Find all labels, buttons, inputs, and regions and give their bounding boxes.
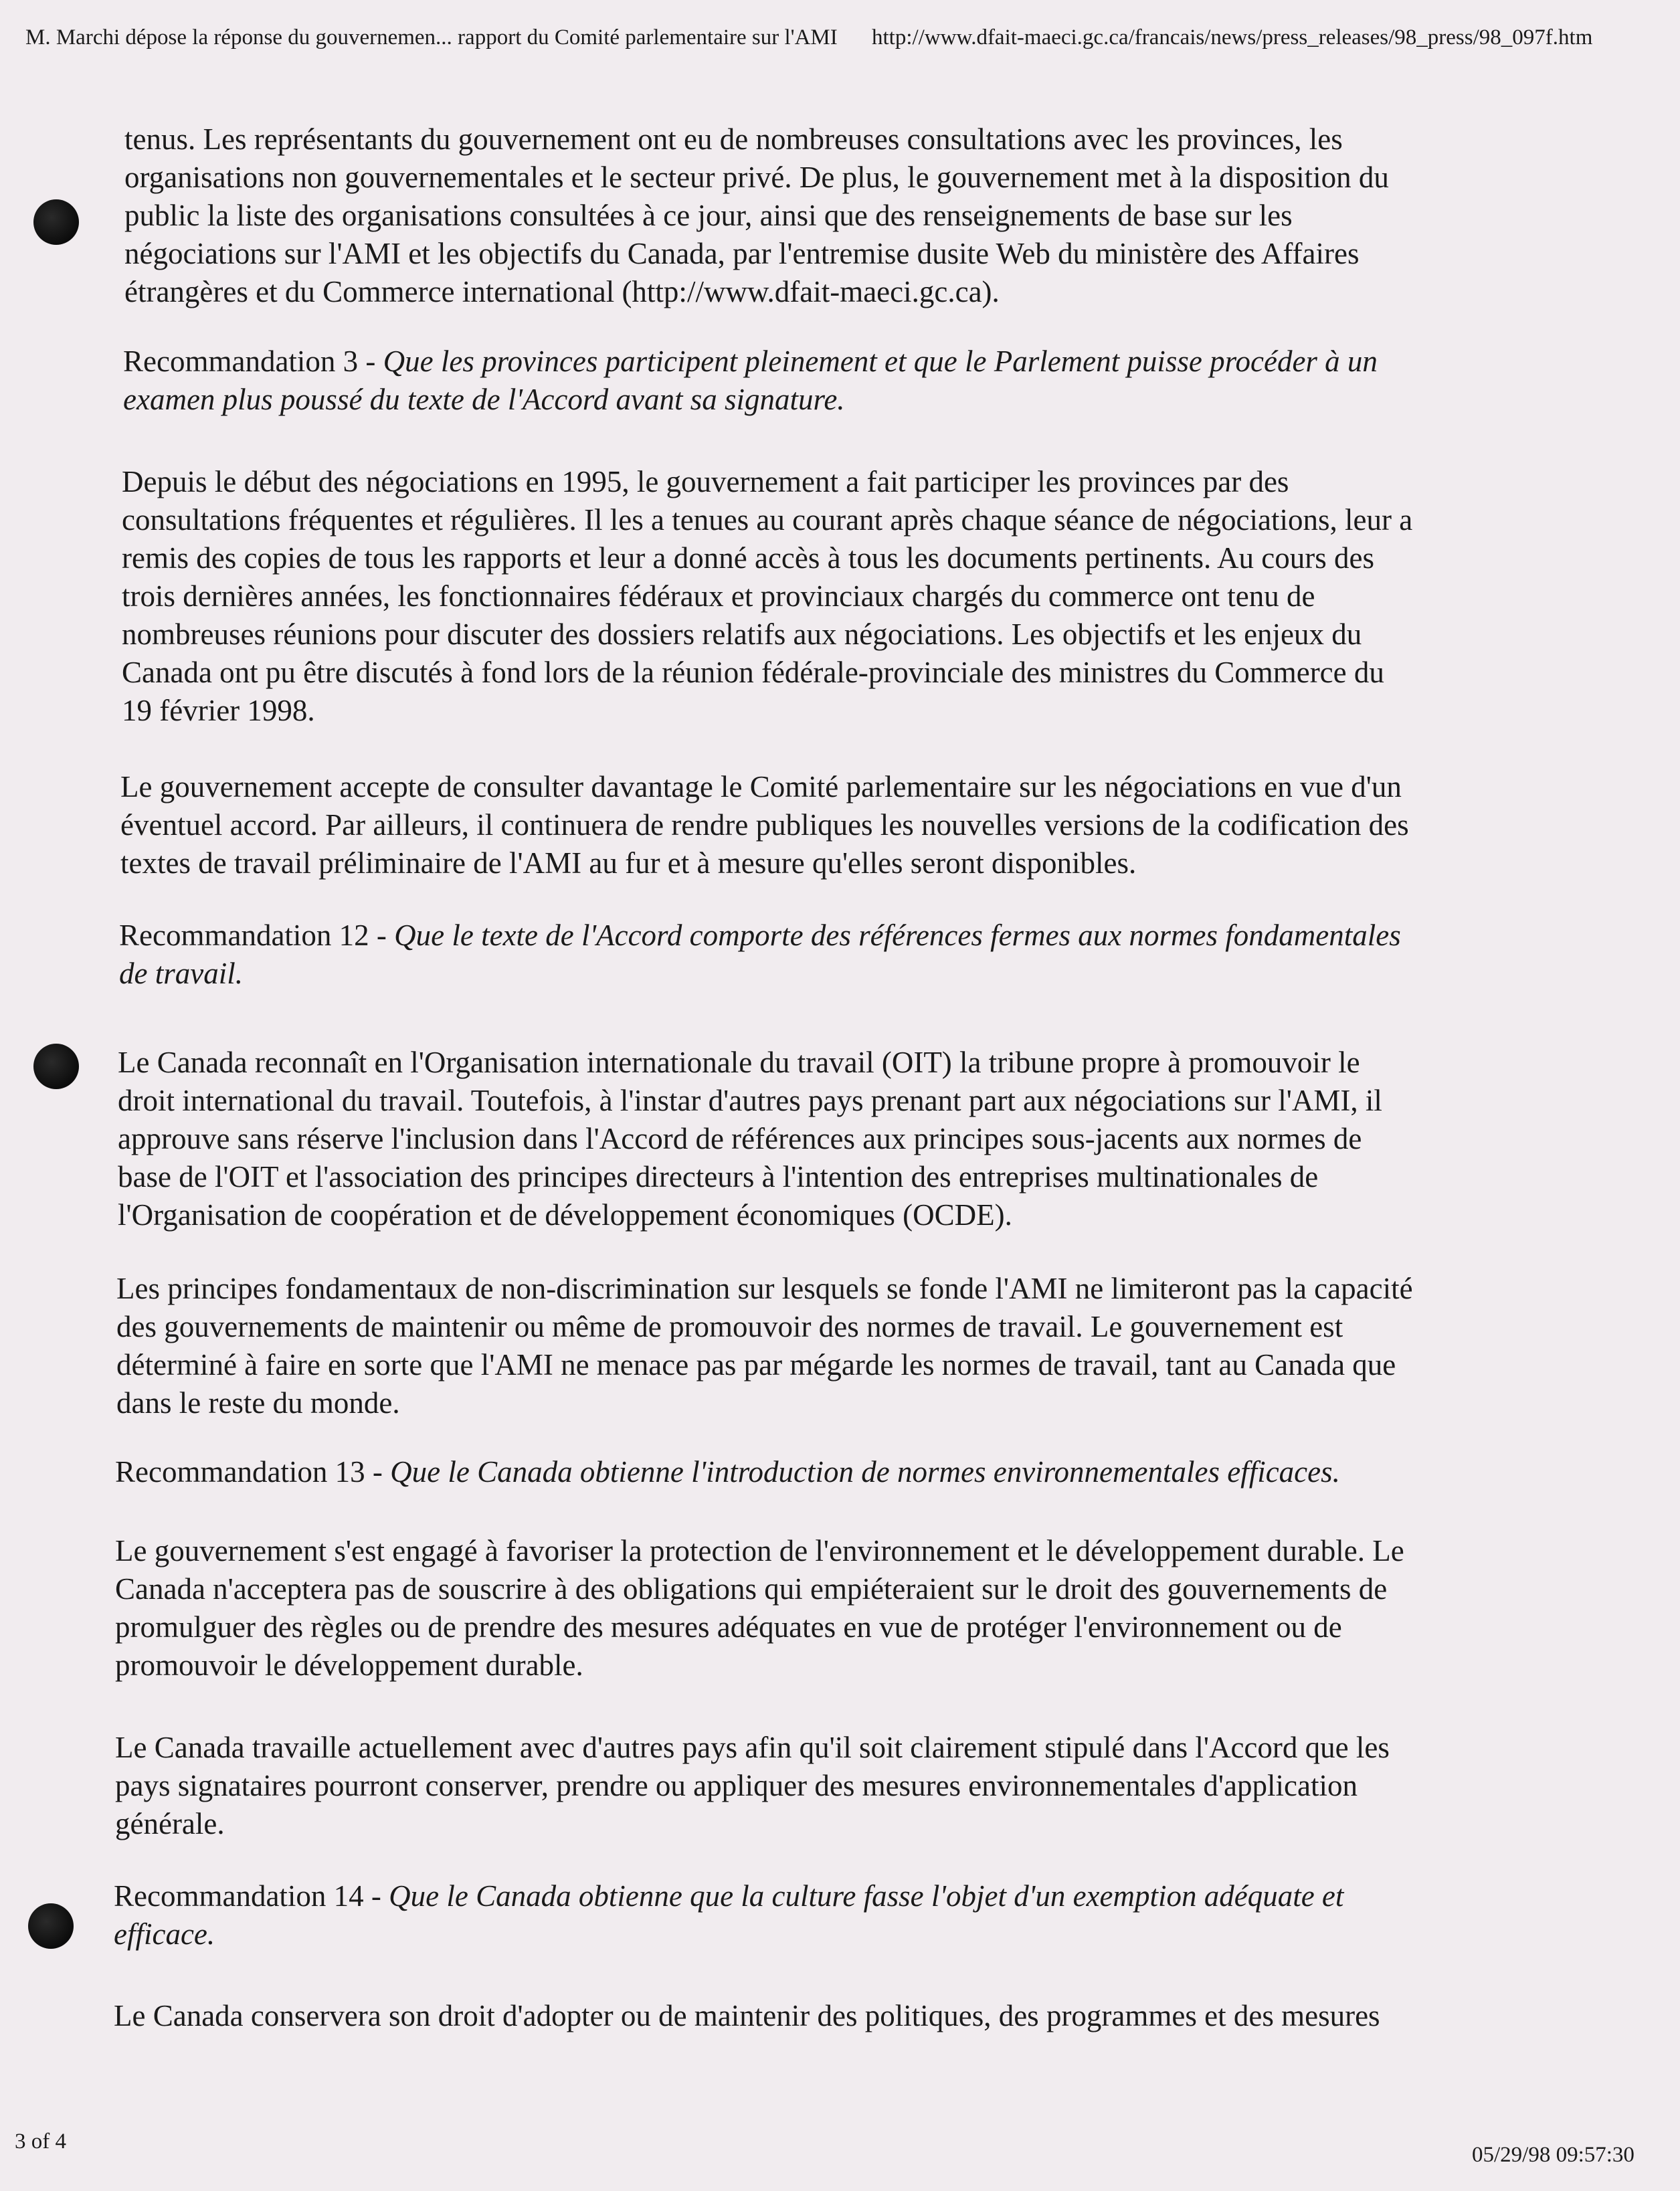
text-line: dans le reste du monde.	[116, 1386, 400, 1420]
recommendation-text: examen plus poussé du texte de l'Accord avant sa signature.	[123, 383, 845, 416]
text-line: négociations sur l'AMI et les objectifs du Canada, par l'entremise dusite Web du ministère des Affaires	[124, 237, 1360, 270]
recommendation-12	[119, 917, 1401, 993]
text-line: textes de travail préliminaire de l'AMI au fur et à mesure qu'elles seront disponibles.	[120, 846, 1137, 880]
text-line: promulguer des règles ou de prendre des mesures adéquates en vue de protéger l'environnement ou de	[115, 1610, 1342, 1644]
text-line: droit international du travail. Toutefois, à l'instar d'autres pays prenant part aux négociations sur l'AMI, il	[118, 1084, 1382, 1117]
text-line: nombreuses réunions pour discuter des dossiers relatifs aux négociations. Les objectifs et les enjeux du	[122, 617, 1362, 651]
text-line: trois dernières années, les fonctionnaires fédéraux et provinciaux chargés du commerce ont tenu de	[122, 579, 1315, 613]
text-line: 19 février 1998.	[122, 694, 315, 727]
recommendation-label: Recommandation 13 -	[115, 1455, 391, 1489]
text-line: public la liste des organisations consultées à ce jour, ainsi que des renseignements de base sur les	[124, 199, 1293, 232]
paragraph-oit	[118, 1044, 1382, 1234]
text-line: Canada n'acceptera pas de souscrire à des obligations qui empiéteraient sur le droit des gouvernements de	[115, 1572, 1388, 1606]
text-line: déterminé à faire en sorte que l'AMI ne menace pas par mégarde les normes de travail, tant au Canada que	[116, 1348, 1396, 1382]
page-number: 3 of 4	[15, 2129, 66, 2154]
paragraph-committee	[120, 768, 1409, 882]
recommendation-3	[123, 343, 1378, 419]
recommendation-label: Recommandation 12 -	[119, 919, 395, 952]
recommendation-14	[114, 1877, 1343, 1954]
text-line: Le Canada travaille actuellement avec d'autres pays afin qu'il soit clairement stipulé dans l'Accord que les	[115, 1731, 1390, 1764]
recommendation-13	[115, 1453, 1340, 1491]
page-header-url: http://www.dfait-maeci.gc.ca/francais/news/press_releases/98_press/98_097f.htm	[872, 25, 1593, 50]
punch-hole-top	[33, 199, 79, 245]
recommendation-label: Recommandation 14 -	[114, 1879, 389, 1913]
punch-hole-bottom	[28, 1903, 74, 1949]
text-line: pays signataires pourront conserver, prendre ou appliquer des mesures environnementales d'application	[115, 1769, 1358, 1802]
recommendation-text: Que le Canada obtienne l'introduction de normes environnementales efficaces.	[390, 1455, 1340, 1489]
text-line: approuve sans réserve l'inclusion dans l'Accord de références aux principes sous-jacents aux normes de	[118, 1122, 1362, 1155]
paragraph-principles	[116, 1270, 1413, 1422]
paragraph-culture	[114, 1997, 1380, 2035]
text-line: l'Organisation de coopération et de développement économiques (OCDE).	[118, 1198, 1012, 1232]
text-line: Le Canada conservera son droit d'adopter ou de maintenir des politiques, des programmes et des mesures	[114, 1999, 1380, 2032]
recommendation-label: Recommandation 3 -	[123, 345, 383, 378]
text-line: Le Canada reconnaît en l'Organisation internationale du travail (OIT) la tribune propre à promouvoir le	[118, 1046, 1360, 1079]
paragraph-signatories	[115, 1729, 1390, 1843]
text-line: base de l'OIT et l'association des principes directeurs à l'intention des entreprises multinationales de	[118, 1160, 1319, 1194]
text-line: Les principes fondamentaux de non-discrimination sur lesquels se fonde l'AMI ne limiteront pas la capacité	[116, 1272, 1413, 1305]
text-line: organisations non gouvernementales et le secteur privé. De plus, le gouvernement met à la disposition du	[124, 161, 1389, 194]
text-line: éventuel accord. Par ailleurs, il continuera de rendre publiques les nouvelles versions de la codification des	[120, 808, 1409, 842]
paragraph-provinces	[122, 463, 1412, 730]
text-line: tenus. Les représentants du gouvernement ont eu de nombreuses consultations avec les provinces, les	[124, 122, 1343, 156]
text-line: promouvoir le développement durable.	[115, 1648, 583, 1682]
punch-hole-middle	[33, 1044, 79, 1089]
paragraph-consultations	[124, 120, 1389, 311]
text-line: Le gouvernement s'est engagé à favoriser la protection de l'environnement et le développement durable. Le	[115, 1534, 1404, 1567]
recommendation-text: Que le Canada obtienne que la culture fasse l'objet d'un exemption adéquate et	[389, 1879, 1344, 1913]
text-line: étrangères et du Commerce international (http://www.dfait-maeci.gc.ca).	[124, 275, 1000, 308]
recommendation-text: Que les provinces participent pleinement et que le Parlement puisse procéder à un	[383, 345, 1378, 378]
text-line: consultations fréquentes et régulières. Il les a tenues au courant après chaque séance de négociations, leur a	[122, 503, 1413, 537]
page-header-title: M. Marchi dépose la réponse du gouvernemen... rapport du Comité parlementaire sur l'AMI	[25, 25, 838, 50]
text-line: remis des copies de tous les rapports et leur a donné accès à tous les documents pertinents. Au cours des	[122, 541, 1375, 575]
recommendation-text: efficace.	[114, 1917, 215, 1951]
recommendation-text: de travail.	[119, 957, 243, 990]
recommendation-text: Que le texte de l'Accord comporte des références fermes aux normes fondamentales	[394, 919, 1401, 952]
text-line: Le gouvernement accepte de consulter davantage le Comité parlementaire sur les négociations en vue d'un	[120, 770, 1402, 803]
text-line: Canada ont pu être discutés à fond lors de la réunion fédérale-provinciale des ministres du Commerce du	[122, 656, 1384, 689]
print-timestamp: 05/29/98 09:57:30	[1472, 2143, 1635, 2167]
text-line: Depuis le début des négociations en 1995, le gouvernement a fait participer les provinces par des	[122, 465, 1289, 498]
text-line: des gouvernements de maintenir ou même de promouvoir des normes de travail. Le gouvernement est	[116, 1310, 1343, 1343]
text-line: générale.	[115, 1807, 225, 1840]
paragraph-environment	[115, 1532, 1404, 1685]
